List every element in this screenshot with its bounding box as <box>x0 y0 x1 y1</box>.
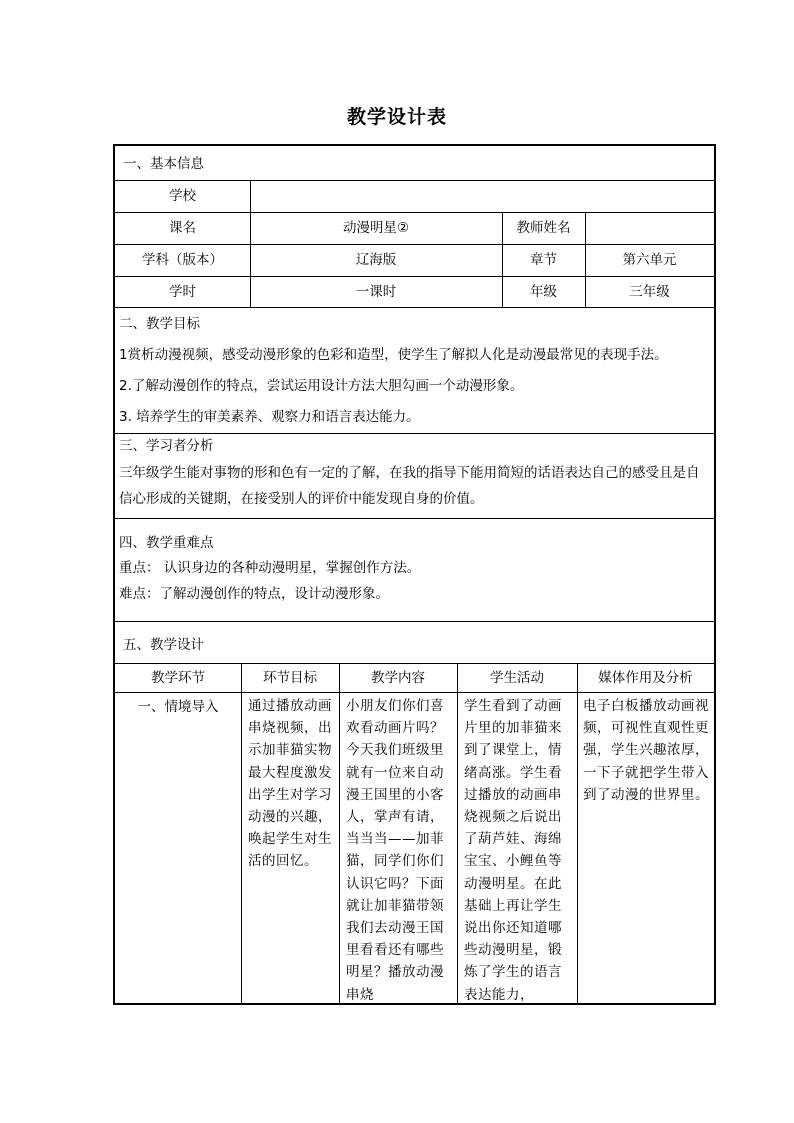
document-title: 教学设计表 <box>346 106 447 128</box>
learner-analysis-text: 三年级学生能对事物的形和色有一定的了解，在我的指导下能用简短的话语表达自己的感受且是自信心形成的关键期，在接受别人的评价中能发现自身的价值。 <box>119 465 700 507</box>
rule <box>115 244 714 245</box>
key-point: 重点： 认识身边的各种动漫明星，掌握创作方法。 <box>119 560 421 576</box>
chapter-label: 章节 <box>530 252 557 268</box>
course-value: 动漫明星② <box>342 220 410 236</box>
content-cell: 小朋友们你们喜欢看动画片吗？今天我们班级里就有一位来自动漫王国里的小客人，掌声有请，当当当——加菲猫，同学们你们认识它吗？下面就让加菲猫带领我们去动漫王国里看看还有哪些明星？播放动漫串烧 <box>346 698 444 1003</box>
hours-value: 一课时 <box>355 284 397 300</box>
goal-item: 1赏析动漫视频，感受动漫形象的色彩和造型，使学生了解拟人化是动漫最常见的表现手法。 <box>119 347 668 363</box>
section-learners-heading: 三、学习者分析 <box>119 438 214 454</box>
column-header: 环节目标 <box>263 670 317 686</box>
rule <box>115 518 714 519</box>
column-header: 媒体作用及分析 <box>598 670 693 686</box>
rule <box>115 307 714 308</box>
stage-cell: 一、情境导入 <box>137 699 219 715</box>
section-design-heading: 五、教学设计 <box>123 637 204 653</box>
goal-item: 2.了解动漫创作的特点，尝试运用设计方法大胆勾画一个动漫形象。 <box>119 378 524 394</box>
rule <box>457 663 458 1003</box>
section-basic-info-heading: 一、基本信息 <box>123 156 204 172</box>
section-keypoints-heading: 四、教学重难点 <box>119 535 214 551</box>
goal-item: 3. 培养学生的审美素养、观察力和语言表达能力。 <box>119 409 420 425</box>
column-header: 教学内容 <box>371 670 425 686</box>
rule <box>115 433 714 434</box>
rule <box>577 663 578 1003</box>
chapter-value: 第六单元 <box>622 252 677 268</box>
rule <box>339 663 340 1003</box>
design-form <box>113 144 716 1005</box>
rule <box>115 621 714 622</box>
course-label: 课名 <box>169 220 196 236</box>
column-header: 教学环节 <box>151 670 205 686</box>
goal-cell: 通过播放动画串烧视频，出示加菲猫实物最大程度激发出学生对学习动漫的兴趣，唤起学生对生活的回忆。 <box>248 698 332 870</box>
rule <box>115 276 714 277</box>
column-header: 学生活动 <box>490 670 544 686</box>
rule <box>115 180 714 181</box>
rule <box>115 692 714 693</box>
hours-label: 学时 <box>169 284 196 300</box>
rule <box>115 212 714 213</box>
grade-value: 三年级 <box>629 284 670 300</box>
section-goals-heading: 二、教学目标 <box>119 316 200 332</box>
activity-cell: 学生看到了动画片里的加菲猫来到了课堂上，情绪高涨。学生看过播放的动画串烧视频之后说出了葫芦娃、海绵宝宝、小鲤鱼等动漫明星。在此基础上再让学生说出你还知道哪些动漫明星，锻炼了学生的语言表达能力， <box>464 698 562 1003</box>
subject-value: 辽海版 <box>355 252 397 268</box>
rule <box>115 663 714 664</box>
grade-label: 年级 <box>530 284 557 300</box>
media-cell: 电子白板播放动画视频，可视性直观性更强，学生兴趣浓厚，一下子就把学生带入到了动漫的世界里。 <box>583 698 709 803</box>
rule <box>241 663 242 1003</box>
teacher-label: 教师姓名 <box>516 220 571 236</box>
difficulty-point: 难点：了解动漫创作的特点，设计动漫形象。 <box>119 586 389 602</box>
subject-label: 学科（版本） <box>142 252 223 268</box>
school-label: 学校 <box>169 188 196 204</box>
